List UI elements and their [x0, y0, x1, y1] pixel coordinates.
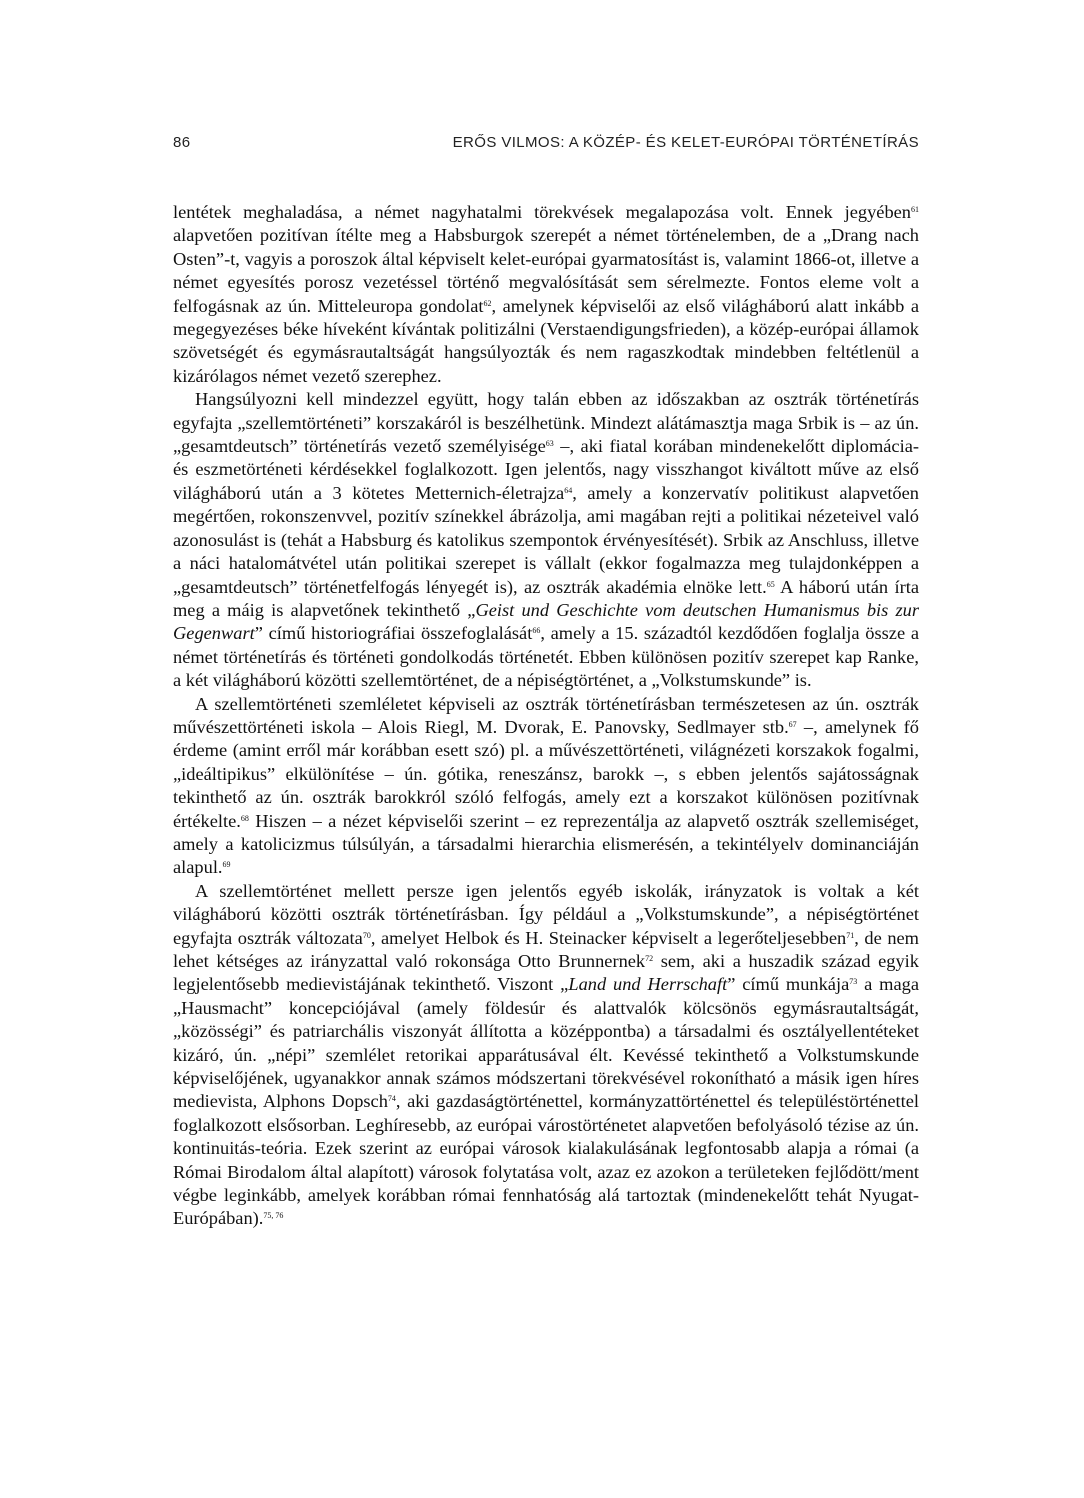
- italic-title: Land und Herrschaft: [568, 974, 728, 995]
- text-run: , amely a konzervatív politikust alapvetően megértően, rokonszenvvel, pozitív színekkel ábrázolja, ami magában rejti a politikai nézeteivel való azonosulást is (tehát a Habsburg és katolikus szempontok érvényesítését). Srbik az Anschluss, illetve a náci hatalomátvétel után politikai szerepet is vállalt (ekkor fogalmazza meg tulajdonképpen a „gesamtdeutsch” történetfelfogás lényegét is), az osztrák akadémia elnöke lett.: [173, 482, 919, 597]
- footnote-marker: 70: [362, 930, 371, 940]
- paragraph: [173, 388, 919, 692]
- text-run: sem, aki a huszadik század egyik legjelentősebb medievistájának tekinthető. Viszont „: [173, 951, 919, 995]
- text-run: , de nem lehet kétséges az irányzattal való rokonsága Otto Brunnernek: [173, 927, 919, 971]
- footnote-marker: 73: [849, 977, 858, 987]
- text-run: , amely a 15. századtól kezdődően foglalja össze a német történetírás és történeti gondolkodás történetét. Ebben különösen pozitív szerepet kap Ranke, a két világháború közötti szellemtörténet, de a népiségtörténet, a „Volkstumskunde” is.: [173, 623, 919, 691]
- footnote-marker: 66: [532, 626, 541, 636]
- footnote-marker: 61: [911, 205, 919, 214]
- text-run: –, amelynek fő érdeme (amint erről már korábban esett szó) pl. a művészettörténeti, világnézeti korszakok fogalmi, „ideáltipikus” elkülönítése – ún. gótika, reneszánsz, barokk –, s ebben jelentős sajátosságnak tekinthető az ún. osztrák barokkról szóló felfogás, amely ezt a korszakot különösen pozitívnak értékelte.: [173, 716, 919, 831]
- text-run: alapvetően pozitívan ítélte meg a Habsburgok szerepét a német történelemben, de a „Drang nach Osten”-t, vagyis a poroszok által képviselt kelet-európai gyarmatosítást is, valamint 1866-ot, illetve a német egyesítés porosz vezetéssel történő megvalósítását sem sérelmezte. Fontos eleme volt a felfogásnak az ún. Mitteleuropa gondolat: [173, 225, 919, 316]
- footnote-marker: 71: [846, 930, 855, 940]
- footnote-marker: 63: [545, 439, 554, 449]
- footnote-marker: 68: [240, 813, 249, 823]
- footnote-marker: 62: [483, 298, 492, 308]
- text-run: –, aki fiatal korában mindenekelőtt diplomácia- és eszmetörténeti kérdésekkel foglalkozott. Igen jelentős, nagy visszhangot kiváltott műve az első világháború után a 3 kötetes Metternich-életrajza: [173, 436, 919, 503]
- paragraph: [173, 693, 919, 880]
- paragraph: [173, 201, 919, 388]
- text-run: , amelyet Helbok és H. Steinacker képviselt a legerőteljesebben: [370, 927, 847, 948]
- text-run: A szellemtörténeti szemléletet képviseli az osztrák történetírásban természetesen az ún. osztrák művészettörténeti iskola – Alois Riegl, M. Dvorak, E. Panovsky, Sedlmayer stb.: [173, 693, 919, 737]
- italic-title: Geist und Geschichte vom deutschen Humanismus bis zur Gegenwart: [173, 599, 919, 644]
- footnote-marker: 65: [766, 579, 775, 589]
- footnote-marker: 67: [788, 719, 797, 729]
- paragraph: [173, 880, 919, 1231]
- body-text: [173, 201, 919, 1231]
- text-run: a maga „Hausmacht” koncepciójával (amely földesúr és alattvalók kölcsönös egymásrautaltságát, „közösségi” és patriarchális viszonyát állította a középpontba) a társadalmi és osztályellentéteket kizáró, ún. „népi” szemlélet retorikai apparátusával élt. Kevéssé tekinthető a Volkstumskunde képviselőjének, ugyanakkor annak számos módszertani törekvésével rokonítható a másik igen híres medievista, Alphons Dopsch: [173, 974, 919, 1112]
- text-run: ” című historiográfiai összefoglalását: [254, 623, 533, 644]
- text-run: A háború után írta meg a máig is alapvetőnek tekinthető „: [173, 576, 919, 620]
- footnote-marker: 74: [387, 1094, 396, 1104]
- page-number: 86: [173, 134, 191, 151]
- text-run: Hangsúlyozni kell mindezzel együtt, hogy talán ebben az időszakban az osztrák történetírás egyfajta „szellemtörténeti” korszakáról is beszélhetünk. Mindezt alátámasztja maga Srbik is – az ún. „gesamtdeutsch” történetírás vezető személyisége: [173, 389, 919, 457]
- text-run: ” című munkája: [727, 974, 850, 995]
- page-header: [173, 134, 919, 156]
- footnote-marker: 75, 76: [263, 1211, 284, 1221]
- text-run: , aki gazdaságtörténettel, kormányzattörténettel és településtörténettel foglalkozott elsősorban. Leghíresebb, az európai várostörténetet alapvetően befolyásoló tézise az ún. kontinuitás-teória. Ezek szerint az európai városok kialakulásának legfontosabb alapja a római (a Római Birodalom által alapított) városok folytatása volt, azaz ez azokon a területeken fejlődött/ment végbe leginkább, amelyek korábban római fennhatóság alá tartoztak (mindenekelőtt tehát Nyugat-Európában).: [173, 1091, 919, 1229]
- text-run: A szellemtörténet mellett persze igen jelentős egyéb iskolák, irányzatok is voltak a két világháború közötti osztrák történetírásban. Így például a „Volkstumskunde”, a népiségtörténet egyfajta osztrák változata: [173, 880, 919, 948]
- text-run: , amelynek képviselői az első világháború alatt inkább a megegyezéses béke híveként kívántak politizálni (Verstaendigungsfrieden), a közép-európai államok szövetségét és egymásrautaltságát hangsúlyozták és nem ragaszkodtak mindebben feltétlenül a kizárólagos német vezető szerephez.: [173, 295, 919, 386]
- footnote-marker: 69: [222, 860, 231, 870]
- footnote-marker: 64: [564, 485, 573, 495]
- text-run: Hiszen – a nézet képviselői szerint – ez reprezentálja az alapvető osztrák szellemiséget, amely a katolicizmus túlsúlyán, a társadalmi hierarchia elismerésén, a tekintélyelv dominanciáján alapul.: [173, 810, 919, 878]
- text-run: lentétek meghaladása, a német nagyhatalmi törekvések megalapozása volt. Ennek jegyében: [173, 202, 911, 222]
- running-title: ERŐS VILMOS: A KÖZÉP- ÉS KELET-EURÓPAI TÖRTÉNETÍRÁS: [452, 134, 919, 151]
- footnote-marker: 72: [645, 954, 654, 963]
